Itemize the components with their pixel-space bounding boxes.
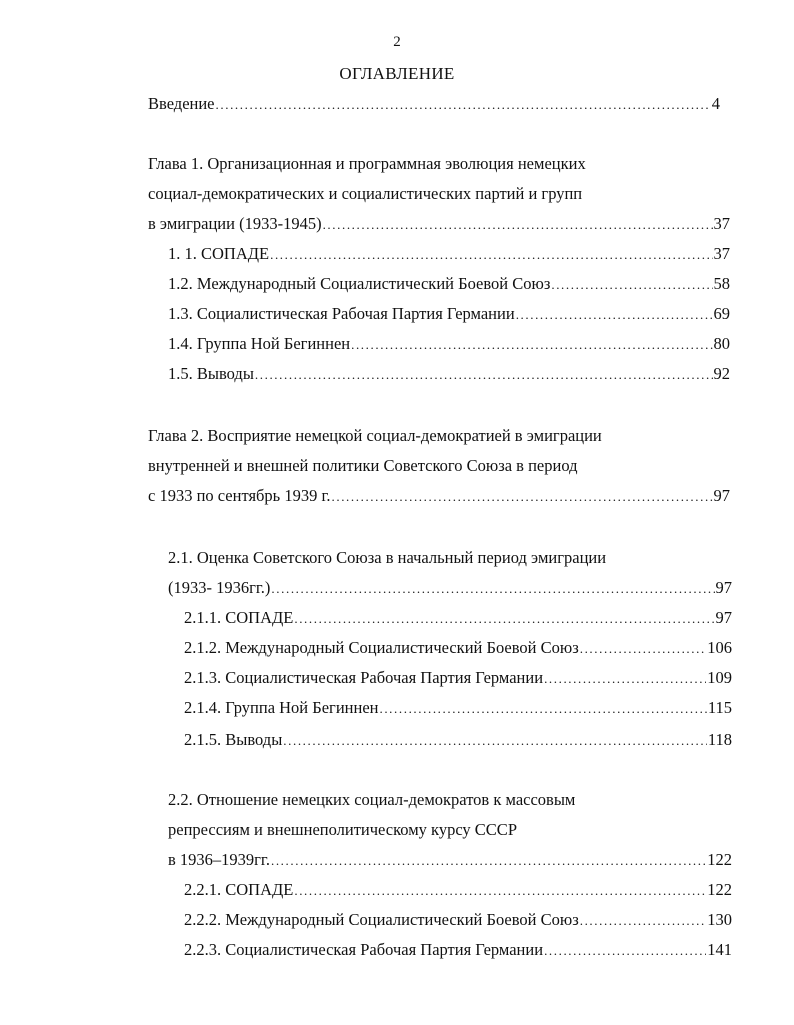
toc-entry-label: 1.4. Группа Ной Бегиннен: [168, 334, 351, 353]
toc-entry-page: 37: [713, 244, 730, 263]
toc-entry-intro[interactable]: [148, 94, 720, 115]
toc-entry-page: 4: [711, 94, 720, 113]
toc-leader-dots: [323, 214, 713, 235]
toc-entry-page: 109: [707, 668, 732, 687]
toc-entry-page: 37: [713, 214, 730, 233]
chapter-2-heading-line-1: Глава 2. Восприятие немецкой социал-демократией в эмиграции: [148, 426, 602, 445]
toc-entry-label: с 1933 по сентябрь 1939 г.: [148, 486, 331, 505]
toc-leader-dots: [294, 608, 714, 629]
toc-entry-2-2-3[interactable]: [184, 940, 732, 961]
toc-leader-dots: [379, 698, 706, 719]
toc-entry-chapter-2[interactable]: [148, 486, 730, 507]
toc-leader-dots: [332, 486, 713, 507]
toc-leader-dots: [271, 578, 714, 599]
toc-entry-2-2-1[interactable]: [184, 880, 732, 901]
toc-entry-label: 1. 1. СОПАДЕ: [168, 244, 270, 263]
section-2-2-heading-line-2: репрессиям и внешнеполитическому курсу СССР: [168, 820, 517, 839]
toc-entry-label: 2.1.5. Выводы: [184, 730, 283, 749]
toc-entry-label: 2.2.1. СОПАДЕ: [184, 880, 294, 899]
toc-entry-page: 97: [715, 578, 732, 597]
toc-entry-label: 2.1.3. Социалистическая Рабочая Партия Германии: [184, 668, 544, 687]
chapter-1-heading-line-2: социал-демократических и социалистических партий и групп: [148, 184, 583, 203]
toc-entry-label: 1.5. Выводы: [168, 364, 254, 383]
toc-leader-dots: [516, 304, 713, 325]
toc-entry-label: 2.2.2. Международный Социалистический Боевой Союз: [184, 910, 579, 929]
toc-entry-label: 2.1.2. Международный Социалистический Боевой Союз: [184, 638, 579, 657]
toc-leader-dots: [283, 730, 707, 751]
toc-entry-2-2-2[interactable]: [184, 910, 732, 931]
toc-entry-1-5[interactable]: [168, 364, 730, 385]
toc-entry-label: Введение: [148, 94, 215, 113]
chapter-2-heading-line-2: внутренней и внешней политики Советского Союза в период: [148, 456, 578, 475]
toc-entry-page: 58: [713, 274, 730, 293]
toc-leader-dots: [271, 850, 706, 871]
toc-entry-page: 80: [713, 334, 730, 353]
toc-leader-dots: [351, 334, 712, 355]
toc-entry-page: 97: [713, 486, 730, 505]
toc-entry-page: 141: [707, 940, 732, 959]
toc-entry-label: (1933- 1936гг.): [168, 578, 271, 597]
toc-entry-2-1-5[interactable]: [184, 730, 732, 751]
toc-entry-page: 97: [715, 608, 732, 627]
toc-leader-dots: [294, 880, 706, 901]
toc-entry-page: 115: [707, 698, 732, 717]
toc-entry-label: 1.2. Международный Социалистический Боевой Союз: [168, 274, 551, 293]
toc-leader-dots: [544, 940, 706, 961]
toc-entry-label: в 1936–1939гг.: [168, 850, 270, 869]
section-2-1-heading-line-1: 2.1. Оценка Советского Союза в начальный период эмиграции: [168, 548, 607, 567]
toc-entry-1-4[interactable]: [168, 334, 730, 355]
toc-entry-2-1-3[interactable]: [184, 668, 732, 689]
toc-title: ОГЛАВЛЕНИЕ: [339, 64, 455, 83]
toc-entry-2-2[interactable]: [168, 850, 732, 871]
toc-entry-page: 122: [707, 880, 732, 899]
toc-leader-dots: [216, 94, 711, 115]
toc-entry-page: 118: [707, 730, 732, 749]
toc-entry-page: 130: [707, 910, 732, 929]
toc-leader-dots: [551, 274, 712, 295]
toc-entry-1-3[interactable]: [168, 304, 730, 325]
toc-entry-1-2[interactable]: [168, 274, 730, 295]
page-number: 2: [393, 34, 401, 50]
toc-entry-label: 2.1.4. Группа Ной Бегиннен: [184, 698, 379, 717]
toc-leader-dots: [270, 244, 712, 265]
toc-entry-chapter-1[interactable]: [148, 214, 730, 235]
toc-entry-2-1-2[interactable]: [184, 638, 732, 659]
toc-entry-page: 122: [707, 850, 732, 869]
toc-entry-label: 2.1.1. СОПАДЕ: [184, 608, 294, 627]
section-2-2-heading-line-1: 2.2. Отношение немецких социал-демократов к массовым: [168, 790, 576, 809]
toc-entry-1-1[interactable]: [168, 244, 730, 265]
toc-entry-2-1[interactable]: [168, 578, 732, 599]
toc-entry-page: 69: [713, 304, 730, 323]
toc-entry-label: 1.3. Социалистическая Рабочая Партия Германии: [168, 304, 515, 323]
toc-entry-2-1-4[interactable]: [184, 698, 732, 719]
toc-entry-page: 92: [713, 364, 730, 383]
chapter-1-heading-line-1: Глава 1. Организационная и программная эволюция немецких: [148, 154, 586, 173]
toc-leader-dots: [580, 910, 707, 931]
toc-entry-label: 2.2.3. Социалистическая Рабочая Партия Германии: [184, 940, 544, 959]
toc-leader-dots: [580, 638, 707, 659]
toc-entry-page: 106: [707, 638, 732, 657]
toc-leader-dots: [255, 364, 713, 385]
toc-entry-2-1-1[interactable]: [184, 608, 732, 629]
toc-leader-dots: [544, 668, 706, 689]
toc-entry-label: в эмиграции (1933-1945): [148, 214, 322, 233]
